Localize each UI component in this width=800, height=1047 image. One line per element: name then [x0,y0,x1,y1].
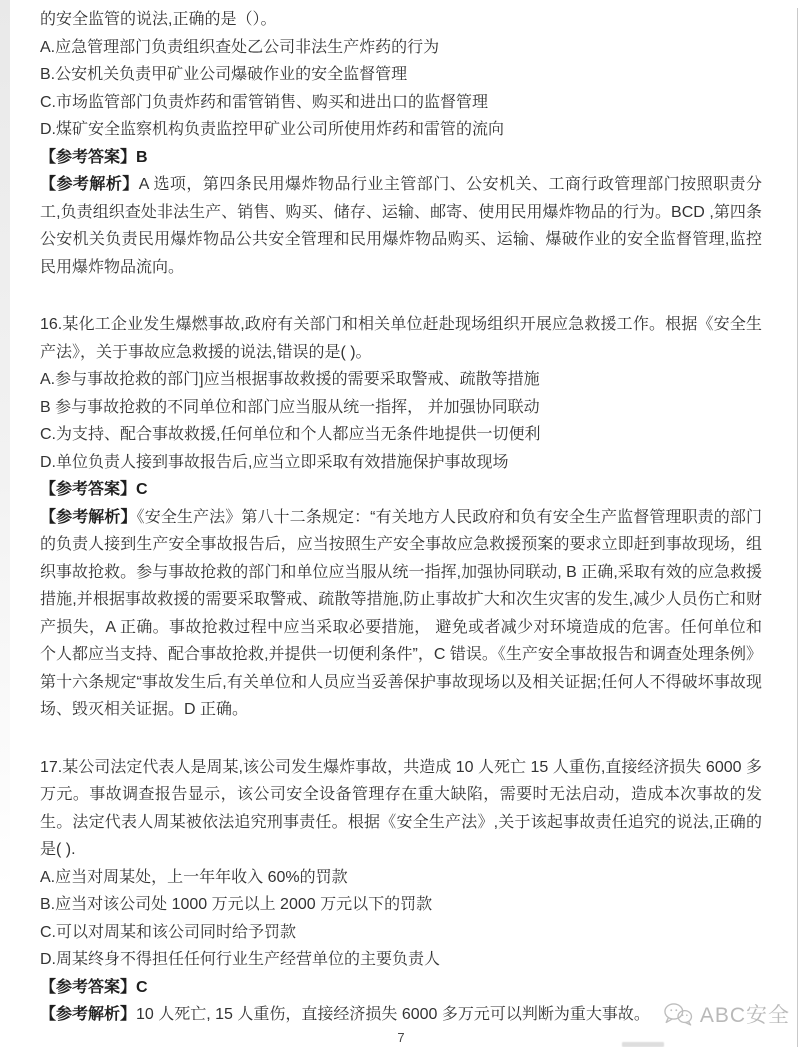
question-17-option-c: C.可以对周某和该公司同时给予罚款 [40,923,297,941]
answer-value: C [136,481,148,498]
question-16-stem: 16.某化工企业发生爆燃事故,政府有关部门和相关单位赶赴现场组织开展应急救援工作。根据《安全生产法》，关于事故应急救援的说法,错误的是( )。 [40,316,762,361]
question-16-answer-line [40,476,762,504]
question-16-analysis [40,504,762,724]
answer-label: 【参考答案】 [40,481,137,498]
answer-label: 【参考答案】 [40,148,137,166]
question-15-analysis [40,171,762,281]
question-17-option-a: A.应当对周某处，上一年年收入 60%的罚款 [40,868,348,886]
question-16-block [40,311,762,724]
question-16-option-d: D.单位负责人接到事故报告后,应当立即采取有效措施保护事故现场 [40,453,509,471]
page-right-border [797,8,798,1047]
answer-value: C [136,978,148,996]
question-16-option-a: A.参与事故抢救的部门]应当根据事故救援的需要采取警戒、疏散等措施 [40,371,540,388]
question-15-option-a: A.应急管理部门负责组织查处乙公司非法生产炸药的行为 [40,38,440,56]
question-15-option-d: D.煤矿安全监察机构负责监控甲矿业公司所使用炸药和雷管的流向 [40,121,505,138]
question-17-block [40,754,762,1029]
brand-watermark [662,999,790,1029]
question-17-option-d: D.周某终身不得担任任何行业生产经营单位的主要负责人 [40,951,441,968]
question-16-option-c: C.为支持、配合事故救援,任何单位和个人都应当无条件地提供一切便利 [40,426,541,443]
question-15-block [40,6,762,281]
page-number: 7 [397,1029,405,1045]
question-17-option-b: B.应当对该公司处 1000 万元以上 2000 万元以下的罚款 [40,896,433,913]
brand-text: ABC安全 [699,1004,790,1027]
cutoff-watermark-fragment [622,1042,664,1047]
question-15-stem-continuation: 的安全监管的说法,正确的是（）。 [40,11,277,28]
question-17-answer-line [40,974,762,1002]
question-17-analysis [40,1001,762,1029]
page-left-edge-shadow [0,0,10,1047]
answer-value: B [136,148,148,166]
analysis-label: 【参考解析】 [40,176,139,193]
analysis-label: 【参考解析】 [40,1006,137,1023]
question-15-answer-line [40,144,762,172]
answer-label: 【参考答案】 [40,978,137,996]
question-15-option-b: B.公安机关负责甲矿业公司爆破作业的安全监督管理 [40,66,408,83]
wechat-bubbles-icon [662,1001,694,1027]
question-16-option-b: B 参与事故抢救的不同单位和部门应当服从统一指挥， 并加强协同联动 [40,398,540,416]
analysis-label: 【参考解析】 [40,508,137,526]
analysis-text: A 选项，第四条民用爆炸物品行业主管部门、公安机关、工商行政管理部门按照职责分工,负责组织查处非法生产、销售、购买、储存、运输、邮寄、使用民用爆炸物品的行为。BCD ,第四条公安机关负责民用爆炸物品公共安全管理和民用爆炸物品购买、运输、爆破作业的安全监督管理,监控民用爆炸物品流向。 [40,176,762,276]
analysis-text: 《安全生产法》第八十二条规定：“有关地方人民政府和负有安全生产监督管理职责的部门的负责人接到生产安全事故报告后，应当按照生产安全事故应急救援预案的要求立即赶到事故现场，组织事故抢救。参与事故抢救的部门和单位应当服从统一指挥,加强协同联动, B 正确,采取有效的应急救援措施,并根据事故救援的需要采取警戒、疏散等措施,防止事故扩大和次生灾害的发生,减少人员伤亡和财产损失，A 正确。事故抢救过程中应当采取必要措施， 避免或者减少对环境造成的危害。任何单位和个人都应当支持、配合事故抢救,并提供一切便利条件”，C 错误。《生产安全事故报告和调查处理条例》第十六条规定“事故发生后,有关单位和人员应当妥善保护事故现场以及相关证据;任何人不得破坏事故现场、毁灭相关证据。D 正确。 [40,508,762,718]
question-17-stem: 17.某公司法定代表人是周某,该公司发生爆炸事故，共造成 10 人死亡 15 人重伤,直接经济损失 6000 多万元。事故调查报告显示，该公司安全设备管理存在重大缺陷，需要时无法启动，造成本次事故的发生。法定代表人周某被依法追究刑事责任。根据《安全生产法》,关于该起事故责任追究的说法,正确的是( ). [40,758,762,858]
question-15-option-c: C.市场监管部门负责炸药和雷管销售、购买和进出口的监督管理 [40,93,489,111]
analysis-text: 10 人死亡, 15 人重伤，直接经济损失 6000 多万元可以判断为重大事故。 [136,1006,650,1023]
